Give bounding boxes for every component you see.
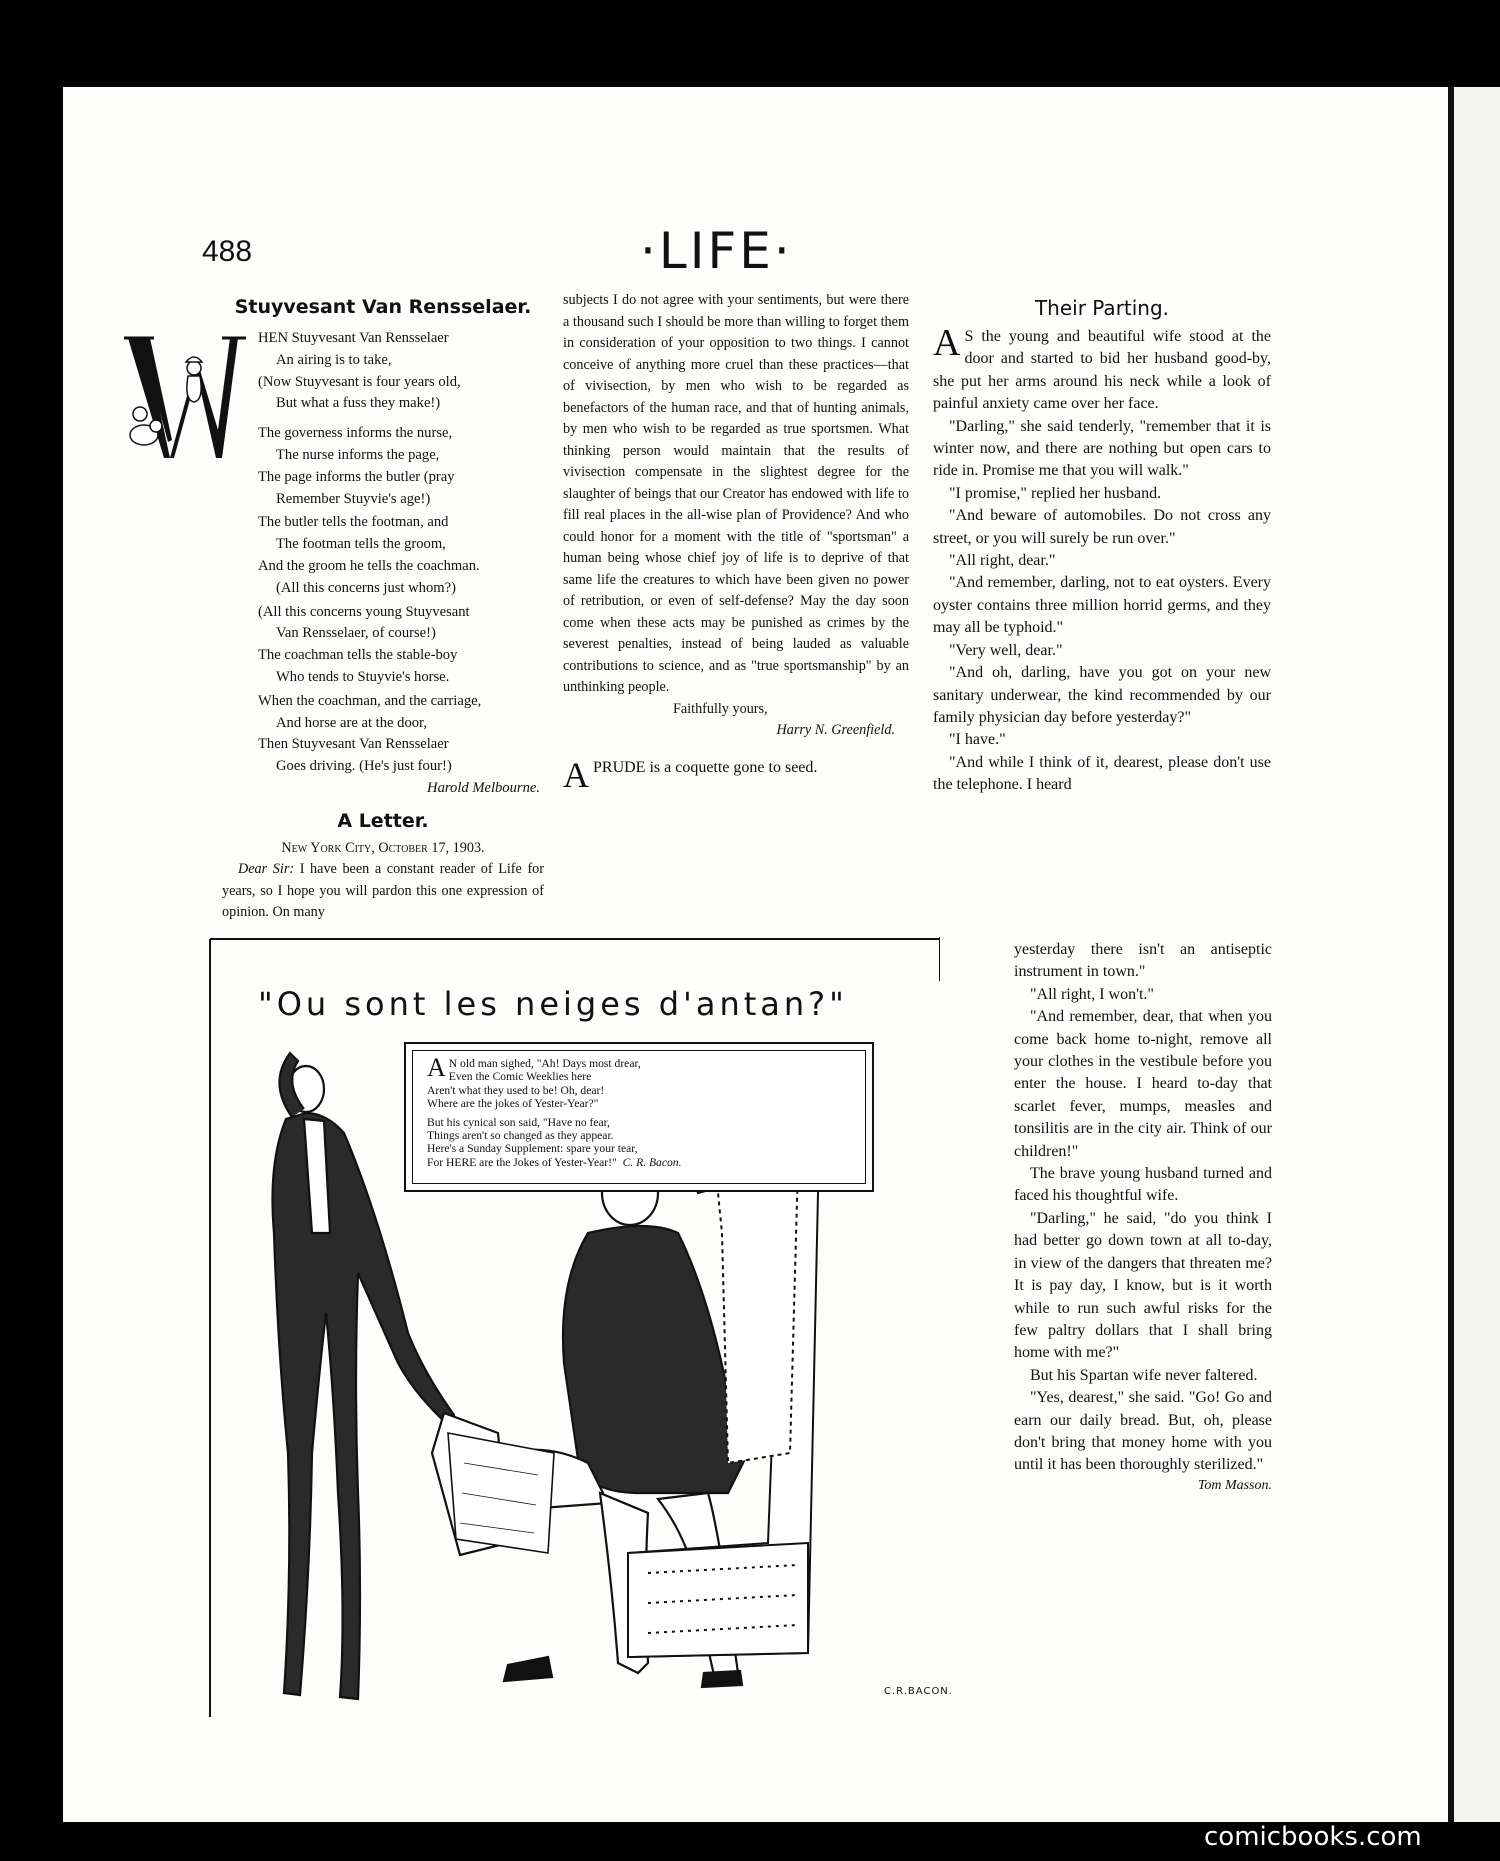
letter-closing: Faithfully yours,	[673, 700, 768, 717]
caption-line: Things aren't so changed as they appear.	[427, 1129, 614, 1143]
letter-signature: Harry N. Greenfield.	[776, 722, 895, 738]
cartoon-title: "Ou sont les neiges d'antan?"	[258, 985, 848, 1023]
poem-line: (All this concerns just whom?)	[276, 579, 456, 596]
caption-line: But his cynical son said, "Have no fear,	[427, 1115, 610, 1129]
parting-paragraph: "And remember, darling, not to eat oysters. Every oyster contains three million horrid germs, and they may all be typhoid."	[933, 574, 1271, 637]
parting-paragraph: "Darling," he said, "do you think I had better go down town at all to-day, in view of the dangers that threaten me? It is pay day, I know, but is it worth while to run such awful risks for the few paltry dollars that I shall bring home with me?"	[1014, 1209, 1272, 1362]
masthead: ·LIFE·	[640, 222, 793, 280]
poem-line: The nurse informs the page,	[276, 446, 440, 463]
poem-line: Van Rensselaer, of course!)	[276, 625, 436, 642]
poem-line: The coachman tells the stable-boy	[258, 647, 458, 664]
facing-page-edge	[1454, 87, 1500, 1822]
parting-paragraph: But his Spartan wife never faltered.	[1030, 1366, 1258, 1384]
column-right-narrow	[1014, 939, 1272, 1497]
parting-paragraph: "And remember, dear, that when you come back home to-night, remove all your clothes in the vestibule before you enter the house. I heard to-day that scarlet fever, mumps, measles and tonsilitis are in the city air. Think of our children!"	[1014, 1008, 1272, 1160]
letter-continued: subjects I do not agree with your sentiments, but were there a thousand such I should be more than willing to forget them in consideration of your opposition to two things. I cannot conceive of anything more cruel than these practices—that of vivisection, by men who wish to be regarded as benefactors of the human race, and that of hunting animals, by men who wish to be regarded as true sportsmen. What thinking person would maintain that the results of vivisection compensate in the slightest degree for the slaughter of beings that our Creator has endowed with life to fill real places in the all-wise plan of Providence? And who could honor for a moment with the title of "sportsman" a human being whose chief joy of life is to deprive of that same life the creatures to which have been given no power of retribution, or even of self-defense? May the day soon come when these acts may be punished as crimes by the severest penalties, instead of being lauded as valuable contributions to science, and as "true sportsmanship" by an unthinking people.	[563, 292, 909, 695]
caption-last-line: For HERE are the Jokes of Yester-Year!"	[427, 1155, 617, 1169]
parting-first-text: S the young and beautiful wife stood at the door and started to bid her husband good-by, she put her arms around his neck while a look of painful anxiety came over her face.	[933, 328, 1271, 413]
caption-line	[427, 1156, 855, 1169]
letter-dateline: New York City, October 17, 1903.	[281, 839, 485, 856]
cartoon-caption	[412, 1050, 866, 1184]
column-middle	[563, 290, 909, 795]
letter-opening	[222, 859, 544, 924]
cartoon-caption-box	[404, 1042, 874, 1192]
poem-stanza	[222, 602, 544, 689]
parting-paragraph: "And oh, darling, have you got on your new sanitary underwear, the kind recommended by our family physician day before yesterday?"	[933, 664, 1271, 726]
caption-drop-cap: A	[427, 1053, 446, 1082]
prude-item	[563, 754, 909, 795]
column-right	[933, 296, 1271, 797]
parting-drop-cap: A	[933, 322, 961, 364]
artist-signature: C.R.BACON.	[884, 1686, 953, 1697]
poem-top-lines	[222, 328, 544, 415]
poem-line: The butler tells the footman, and	[258, 514, 449, 531]
prude-text: PRUDE is a coquette gone to seed.	[593, 758, 818, 776]
poem-stanza	[222, 512, 544, 599]
parting-paragraph: "All right, I won't."	[1030, 985, 1154, 1003]
poem-line: An airing is to take,	[276, 351, 392, 368]
parting-paragraph: "I promise," replied her husband.	[949, 484, 1162, 502]
poem-line: The page informs the butler (pray	[258, 468, 455, 485]
poem-line: Who tends to Stuyvie's horse.	[276, 668, 450, 685]
parting-paragraph: "And while I think of it, dearest, please don't use the telephone. I heard	[933, 753, 1271, 794]
poem-line: The footman tells the groom,	[276, 536, 446, 553]
parting-paragraph: "I have."	[949, 731, 1006, 749]
parting-first-paragraph	[933, 322, 1271, 416]
poem-line: The governess informs the nurse,	[258, 425, 453, 442]
poem-line: But what a fuss they make!)	[276, 395, 441, 412]
parting-paragraph: "And beware of automobiles. Do not cross any street, or you will surely be run over."	[933, 507, 1271, 547]
page-number: 488	[202, 235, 253, 268]
poem-line: Then Stuyvesant Van Rensselaer	[258, 736, 449, 753]
caption-line: Here's a Sunday Supplement: spare your tear,	[427, 1142, 638, 1156]
parting-author: Tom Masson.	[1197, 1477, 1272, 1493]
parting-paragraph: "Darling," she said tenderly, "remember that it is winter now, and there are nothing but open cars to ride in. Promise me that you will walk."	[933, 417, 1271, 480]
caption-line: N old man sighed, "Ah! Days most drear,	[448, 1057, 641, 1070]
prude-drop-cap: A	[563, 754, 589, 795]
poem-line: (Now Stuyvesant is four years old,	[258, 373, 461, 390]
parting-paragraph: The brave young husband turned and faced his thoughtful wife.	[1014, 1165, 1272, 1205]
caption-line: Aren't what they used to be! Oh, dear!	[427, 1083, 605, 1097]
poem-line: (All this concerns young Stuyvesant	[258, 603, 470, 620]
poem-line: Remember Stuyvie's age!)	[276, 490, 431, 507]
poem-line: When the coachman, and the carriage,	[258, 692, 482, 709]
letter-salutation: Dear Sir:	[238, 861, 295, 878]
parting-paragraph: "Yes, dearest," she said. "Go! Go and earn our daily bread. But, oh, please don't bring that money home with you until it has been thoroughly sterilized."	[1014, 1389, 1272, 1474]
column-left	[222, 296, 544, 924]
letter-title: A Letter.	[337, 809, 429, 832]
poem-line: Goes driving. (He's just four!)	[276, 758, 452, 775]
parting-paragraph: yesterday there isn't an antiseptic instrument in town."	[1014, 941, 1272, 981]
caption-line: Even the Comic Weeklies here	[448, 1070, 592, 1084]
poem-stanza	[222, 691, 544, 778]
site-watermark: comicbooks.com	[1204, 1822, 1422, 1852]
parting-paragraph: "All right, dear."	[949, 552, 1056, 570]
parting-paragraph: "Very well, dear."	[949, 641, 1063, 659]
caption-author: C. R. Bacon.	[622, 1155, 682, 1169]
poem-line: And horse are at the door,	[276, 714, 427, 731]
poem-title: Stuyvesant Van Rensselaer.	[234, 296, 532, 318]
poem-stanza	[222, 423, 544, 510]
poem-line: And the groom he tells the coachman.	[258, 557, 480, 574]
caption-line: Where are the jokes of Yester-Year?"	[427, 1097, 599, 1111]
poem-line: HEN Stuyvesant Van Rensselaer	[258, 330, 449, 346]
poem-author: Harold Melbourne.	[427, 779, 540, 796]
letter-opening-text: I have been a constant reader of Life for years, so I hope you will pardon this one expression of opinion. On many	[222, 861, 544, 921]
parting-title: Their Parting.	[1034, 296, 1170, 320]
